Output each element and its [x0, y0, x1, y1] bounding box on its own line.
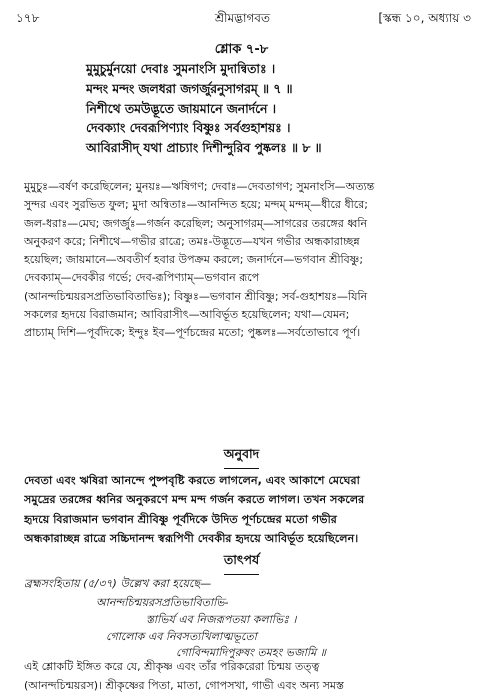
page-number: ১৭৮: [16, 11, 40, 25]
sanskrit-verse: [86, 60, 456, 159]
synonyms-line: দেবক্যাম্—দেবকীর গর্ভে; দেব-রূপিণ্যাম্—ভগবান রূপে: [24, 271, 260, 285]
verse-line: দেবক্যাং দেবরূপিণ্যাং বিষ্ণুঃ সর্বগুহাশয়ঃ ।: [86, 121, 291, 136]
translation-heading-row: [0, 446, 483, 469]
synonyms-line: অনুকরণ করে; নিশীথে—গভীর রাত্রে; তমঃ-উদ্ভূতে—যখন গভীর অন্ধকারাচ্ছন্ন: [24, 234, 360, 248]
purport-text: [24, 658, 466, 695]
synonyms-line: হয়েছিল; জায়মানে—অবতীর্ণ হবার উপক্রম করলে; জনার্দনে—ভগবান শ্রীবিষ্ণু;: [24, 253, 364, 267]
verse-heading: শ্লোক ৭-৮: [214, 42, 269, 57]
quote-line: স্তাভির্য এব নিজরূপতয়া কলাভিঃ ।: [146, 613, 297, 626]
purport-line: এই শ্লোকটি ইঙ্গিত করে যে, শ্রীকৃষ্ণ এবং তাঁর পরিকরেরা চিন্ময় তত্ত্ব: [24, 660, 320, 673]
verse-line: আবিরাসীদ্ যথা প্রাচ্যাং দিশীন্দুরিব পুষ্কলঃ ॥ ৮ ॥: [86, 141, 322, 156]
synonyms-block: [24, 178, 466, 343]
synonyms-line: সুন্দর এবং সুরভিত ফুল; মুদা অন্বিতাঃ—আনন্দিত হয়ে; মন্দম্ মন্দম্—ধীরে ধীরে;: [24, 198, 368, 212]
translation-line: হৃদয়ে বিরাজমান ভগবান শ্রীবিষ্ণু পূর্বদিকে উদিত পূর্ণচন্দ্রের মতো গভীর: [24, 512, 337, 526]
translation-line: দেবতা এবং ঋষিরা আনন্দে পুষ্পবৃষ্টি করতে লাগলেন, এবং আকাশে মেঘেরা: [24, 474, 360, 487]
quote-line: গোবিন্দমাদিপুরুষং তমহং ভজামি ॥: [176, 646, 326, 659]
verse-line: মন্দং মন্দং জলধরা জগর্জুরনুসাগরম্ ॥ ৭ ॥: [86, 81, 293, 96]
verse-line: নিশীথে তমউদ্ভূতে জায়মানে জনার্দনে ।: [86, 101, 277, 116]
translation-block: [24, 471, 466, 549]
chapter-reference: [স্কন্ধ ১০, অধ্যায় ৩: [378, 11, 471, 25]
translation-line: অন্ধকারাচ্ছন্ন রাত্রে সচ্চিদানন্দ স্বরূপিণী দেবকীর হৃদয়ে আবির্ভূত হয়েছিলেন।: [24, 532, 359, 546]
page-header: [14, 10, 471, 28]
synonyms-line: সকলের হৃদয়ে বিরাজমান; আবিরাসীৎ—আবির্ভূত হয়েছিলেন; যথা—যেমন;: [24, 308, 350, 322]
synonyms-line: (আনন্দচিন্ময়রসপ্রতিভাবিতাভিঃ); বিষ্ণুঃ—ভগবান শ্রীবিষ্ণু; সর্ব-গুহাশয়ঃ—যিনি: [24, 289, 368, 303]
verse-line: মুমুচুর্মুনয়ো দেবাঃ সুমনাংসি মুদান্বিতাঃ ।: [86, 62, 276, 76]
translation-line: সমুদ্রের তরঙ্গের ধ্বনির অনুকরণে মন্দ মন্দ গর্জন করতে লাগল। তখন সকলের: [24, 493, 365, 507]
synonyms-line: মুমুচুঃ—বর্ষণ করেছিলেন; মুনয়ঃ—ঋষিগণ; দেবাঃ—দেবতাগণ; সুমনাংসি—অত্যন্ত: [24, 180, 375, 193]
running-title: শ্রীমদ্ভাগবত: [214, 11, 270, 25]
purport-intro: ব্রহ্মসংহিতায় (৫/৩৭) উল্লেখ করা হয়েছে—: [24, 577, 212, 590]
translation-heading: অনুবাদ: [224, 446, 259, 469]
purport-line: (আনন্দচিন্ময়রস)। শ্রীকৃষ্ণের পিতা, মাতা, গোপসখা, গাভী এবং অন্য সমস্ত: [24, 678, 344, 692]
purport-heading: তাৎপর্য: [224, 552, 259, 575]
synonyms-line: প্রাচ্যাম্ দিশি—পূর্বদিকে; ইন্দুঃ ইব—পূর্ণচন্দ্রের মতো; পুষ্কলঃ—সর্বতোভাবে পূর্ণ।: [24, 326, 361, 340]
quote-line: আনন্দচিন্ময়রসপ্রতিভাবিতাভি-: [96, 596, 229, 609]
synonyms-line: জল-ধরাঃ—মেঘ; জগর্জুঃ—গর্জন করেছিল; অনুসাগরম্—সাগরের তরঙ্গের ধ্বনি: [24, 216, 368, 230]
quote-line: গোলোক এব নিবসত্যখিলাত্মভূতো: [106, 630, 257, 643]
purport-heading-row: [0, 552, 483, 575]
